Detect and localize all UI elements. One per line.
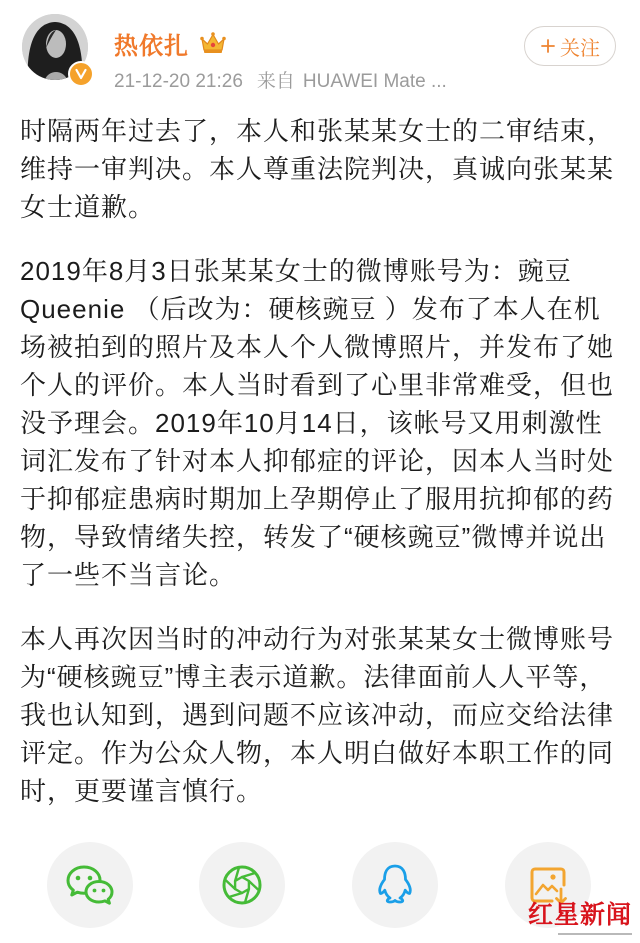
paragraph xyxy=(20,252,624,594)
text-line: 于抑郁症患病时期加上孕期停止了服用抗抑郁的药 xyxy=(20,484,615,514)
text-line: Queenie （后改为：硬核豌豆 ）发布了本人在机 xyxy=(20,294,601,324)
text-line: 场被拍到的照片及本人个人微博照片，并发布了她 xyxy=(20,332,615,362)
follow-label: 关注 xyxy=(560,37,600,60)
qq-icon xyxy=(375,863,415,907)
text-line: 了一些不当言论。 xyxy=(20,560,237,590)
post-body xyxy=(20,112,624,836)
text-line: 评定。作为公众人物，本人明白做好本职工作的同 xyxy=(20,738,615,768)
news-watermark-logo xyxy=(528,900,636,940)
source-device: HUAWEI Mate ... xyxy=(302,71,447,92)
watermark-divider xyxy=(558,933,632,935)
follow-button[interactable] xyxy=(524,26,616,66)
crown-icon xyxy=(199,31,227,55)
post-timestamp[interactable]: 21-12-20 21:26 xyxy=(114,71,243,92)
text-line: 物，导致情绪失控，转发了“硬核豌豆”微博并说出 xyxy=(20,522,607,552)
text-line: 没予理会。2019年10月14日，该帐号又用刺激性 xyxy=(20,408,603,438)
text-line: 本人再次因当时的冲动行为对张某某女士微博账号 xyxy=(20,624,615,654)
text-line: 时，更要谨言慎行。 xyxy=(20,776,264,806)
text-line: 词汇发布了针对本人抑郁症的评论，因本人当时处 xyxy=(20,446,615,476)
text-line: 2019年8月3日张某某女士的微博账号为：豌豆 xyxy=(20,256,572,286)
paragraph xyxy=(20,620,624,810)
text-line: 个人的评价。本人当时看到了心里非常难受，但也 xyxy=(20,370,615,400)
author-name-row xyxy=(114,26,227,60)
wechat-icon xyxy=(65,863,115,907)
moments-icon xyxy=(220,863,264,907)
text-line: 我也认知到，遇到问题不应该冲动，而应交给法律 xyxy=(20,700,615,730)
share-qq-button[interactable] xyxy=(352,842,438,928)
text-line: 女士道歉。 xyxy=(20,192,156,222)
text-line: 为“硬核豌豆”博主表示道歉。法律面前人人平等， xyxy=(20,662,607,692)
post-meta xyxy=(114,69,447,95)
share-wechat-button[interactable] xyxy=(47,842,133,928)
share-moments-button[interactable] xyxy=(199,842,285,928)
source-prefix: 来自 xyxy=(256,71,295,92)
text-line: 时隔两年过去了，本人和张某某女士的二审结束， xyxy=(20,116,615,146)
paragraph xyxy=(20,112,624,226)
author-name[interactable]: 热依扎 xyxy=(114,32,189,60)
text-line: 维持一审判决。本人尊重法院判决，真诚向张某某 xyxy=(20,154,615,184)
verified-v-icon xyxy=(68,61,94,87)
plus-icon xyxy=(540,38,556,54)
watermark-text: 红星新闻 xyxy=(528,900,633,929)
